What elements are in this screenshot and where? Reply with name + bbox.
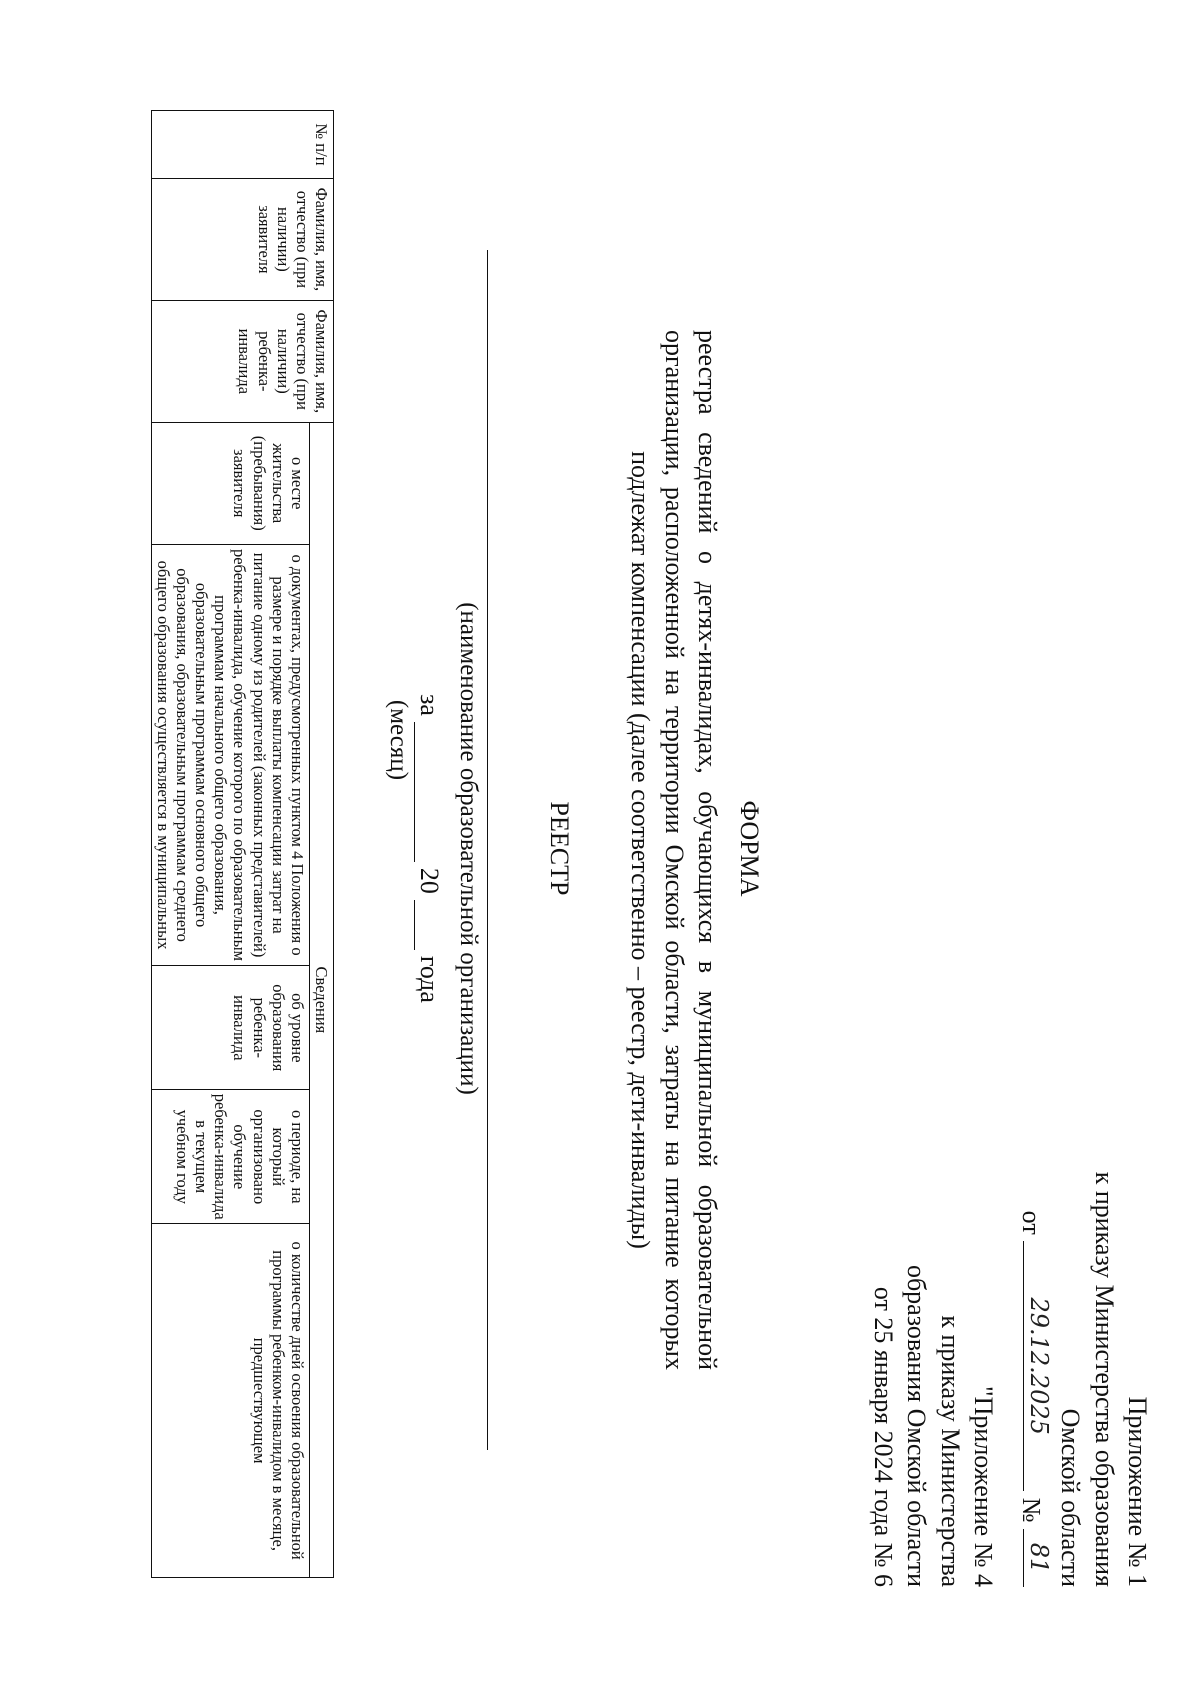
date-field [1023, 1241, 1054, 1491]
organization-caption: (наименование образовательной организации) [455, 602, 482, 1095]
header-study-period: о периоде, на который организовано обучение ребенка-инвалида в текущем учебном году [151, 1090, 309, 1224]
period-prefix: за [415, 694, 444, 716]
original-appendix-line-2: к приказу Министерства [935, 1315, 965, 1587]
form-heading: ФОРМА [735, 800, 764, 897]
month-blank [414, 722, 441, 862]
header-residence: о месте жительства (пребывания) заявителя [151, 422, 309, 544]
appendix-header [1015, 1172, 1154, 1587]
form-description: реестра сведений о детях-инвалидах, обучающихся в муниципальной образовательной организации, расположенной на территории Омской области, затраты на питание которых подлежат компенсации (далее соответственно – реестр, дети-инвалиды) [626, 330, 722, 1370]
appendix-region-line: Омской области [1056, 1408, 1086, 1587]
year-blank [414, 900, 441, 950]
original-appendix-header [867, 1265, 1000, 1587]
original-appendix-line-3: образования Омской области [902, 1264, 932, 1587]
period-suffix: года [415, 955, 444, 1003]
header-education-level: об уровне образования ребенка-инвалида [151, 966, 309, 1090]
header-days-count: о количестве дней освоения образовательной программы ребенком-инвалидом в месяце, предшествующем [151, 1224, 309, 1578]
month-caption: (месяц) [385, 699, 412, 781]
handwritten-number: 81 [1025, 1542, 1054, 1574]
register-table [151, 110, 334, 1578]
handwritten-date: 29.12.2025 [1025, 1297, 1054, 1435]
register-heading: РЕЕСТР [545, 801, 574, 896]
appendix-title: Приложение № 1 [1123, 1396, 1152, 1587]
original-appendix-line-4: от 25 января 2024 года № 6 [869, 1286, 899, 1587]
header-child-name: Фамилия, имя, отчество (при наличии) ребенка-инвалида [151, 300, 333, 422]
period-row [414, 0, 444, 1697]
number-field [1023, 1529, 1054, 1587]
header-number: № п/п [151, 111, 333, 179]
number-label: № [1017, 1497, 1047, 1523]
table-header-row [309, 111, 333, 1578]
organization-name-line [487, 250, 488, 1450]
header-information-group: Сведения [309, 422, 333, 1577]
header-applicant-name: Фамилия, имя, отчество (при наличии) заявителя [151, 178, 333, 300]
appendix-order-line: к приказу Министерства образования [1089, 1171, 1119, 1587]
header-documents: о документах, предусмотренных пунктом 4 Положения о размере и порядке выплаты компенсации затрат на питание одному из родителей (законных представителей) ребенка-инвалида, обучение которого по образовательным программам начального общего образования, образовательным программам основного общего образования, образовательным программам среднего общего образования осуществляется в муниципальных [151, 544, 309, 966]
from-label: от [1017, 1210, 1047, 1235]
original-appendix-title: "Приложение № 4 [969, 1386, 998, 1587]
period-year-prefix: 20 [415, 867, 444, 894]
appendix-date-number-row [1015, 1172, 1054, 1587]
